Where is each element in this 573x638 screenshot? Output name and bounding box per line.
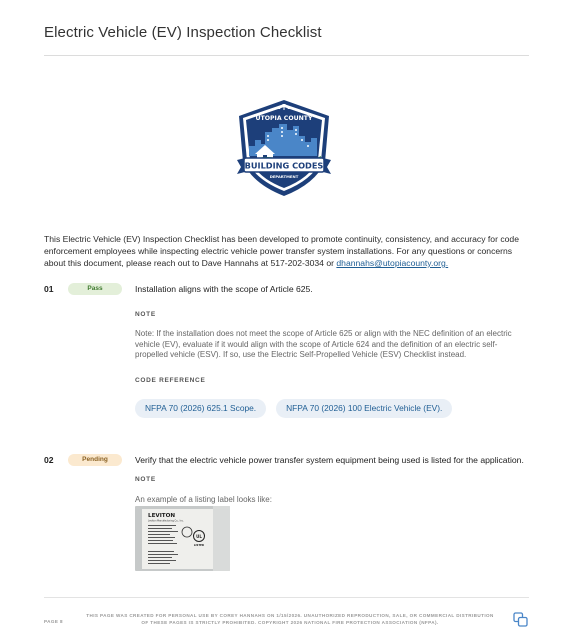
- page-title: Electric Vehicle (EV) Inspection Checklist: [44, 24, 322, 41]
- label-subtext: Leviton Manufacturing Co., Inc.: [148, 519, 184, 522]
- copyright-notice: [70, 613, 510, 626]
- note-label: NOTE: [135, 311, 156, 318]
- contact-email-link[interactable]: dhannahs@utopiacounty.org.: [336, 258, 449, 268]
- label-listed-mark: LISTED: [193, 543, 205, 547]
- logo-banner-text: BUILDING CODES: [244, 160, 324, 171]
- status-badge[interactable]: Pending: [68, 454, 122, 466]
- copyright-line: OF THESE PAGES IS STRICTLY PROHIBITED. COPYRIGHT 2026 NATIONAL FIRE PROTECTION ASSOCIATION (NFPA).: [141, 619, 439, 625]
- intro-paragraph: [44, 233, 530, 269]
- note-text: Note: If the installation does not meet the scope of Article 625 or align with the NEC definition of an electric vehicle (EV), evaluate if it would align with the scope of Article 624 and the definition of an electric self-propelled vehicle (ESV). If so, use the Electric Self-Propelled Vehicle (ESV) Checklist instead.: [135, 329, 512, 359]
- copy-icon[interactable]: [513, 612, 528, 627]
- note-text: An example of a listing label looks like:: [135, 495, 272, 504]
- label-brand: LEVITON: [148, 512, 176, 519]
- logo-sub-text: DEPARTMENT: [269, 174, 299, 179]
- header-divider: [44, 55, 529, 56]
- item-number: 01: [44, 284, 54, 294]
- svg-text:UL: UL: [196, 533, 202, 539]
- item-statement: Installation aligns with the scope of Article 625.: [135, 284, 313, 294]
- item-statement: Verify that the electric vehicle power transfer system equipment being used is listed for the application.: [135, 455, 524, 465]
- code-reference-chip[interactable]: NFPA 70 (2026) 625.1 Scope.: [135, 399, 266, 418]
- listing-label-photo: [135, 506, 230, 571]
- item-number: 02: [44, 455, 54, 465]
- item-content: [135, 455, 530, 571]
- footer-divider: [44, 597, 529, 598]
- code-reference-chip[interactable]: NFPA 70 (2026) 100 Electric Vehicle (EV).: [276, 399, 452, 418]
- county-seal-logo: [235, 98, 333, 198]
- note-label: NOTE: [135, 476, 156, 483]
- copyright-line: THIS PAGE WAS CREATED FOR PERSONAL USE BY COREY HANNAHS ON 1/15/2026. UNAUTHORIZED REPRODUCTION, SALE, OR COMMERCIAL DISTRIBUTION: [86, 613, 494, 618]
- intro-text: This Electric Vehicle (EV) Inspection Checklist has been developed to promote continuity, consistency, and accuracy for code enforcement employees while inspecting electric vehicle power transfer system installations. For any questions or concerns about this document, please reach out to Dave Hannahs at 517-202-3034 or: [44, 234, 519, 268]
- logo-top-text: UTOPIA COUNTY: [255, 115, 313, 122]
- item-content: [135, 284, 530, 418]
- status-badge[interactable]: Pass: [68, 283, 122, 295]
- code-reference-label: CODE REFERENCE: [135, 376, 206, 384]
- page-number: PAGE 8: [44, 619, 63, 624]
- code-reference-list: [135, 399, 530, 418]
